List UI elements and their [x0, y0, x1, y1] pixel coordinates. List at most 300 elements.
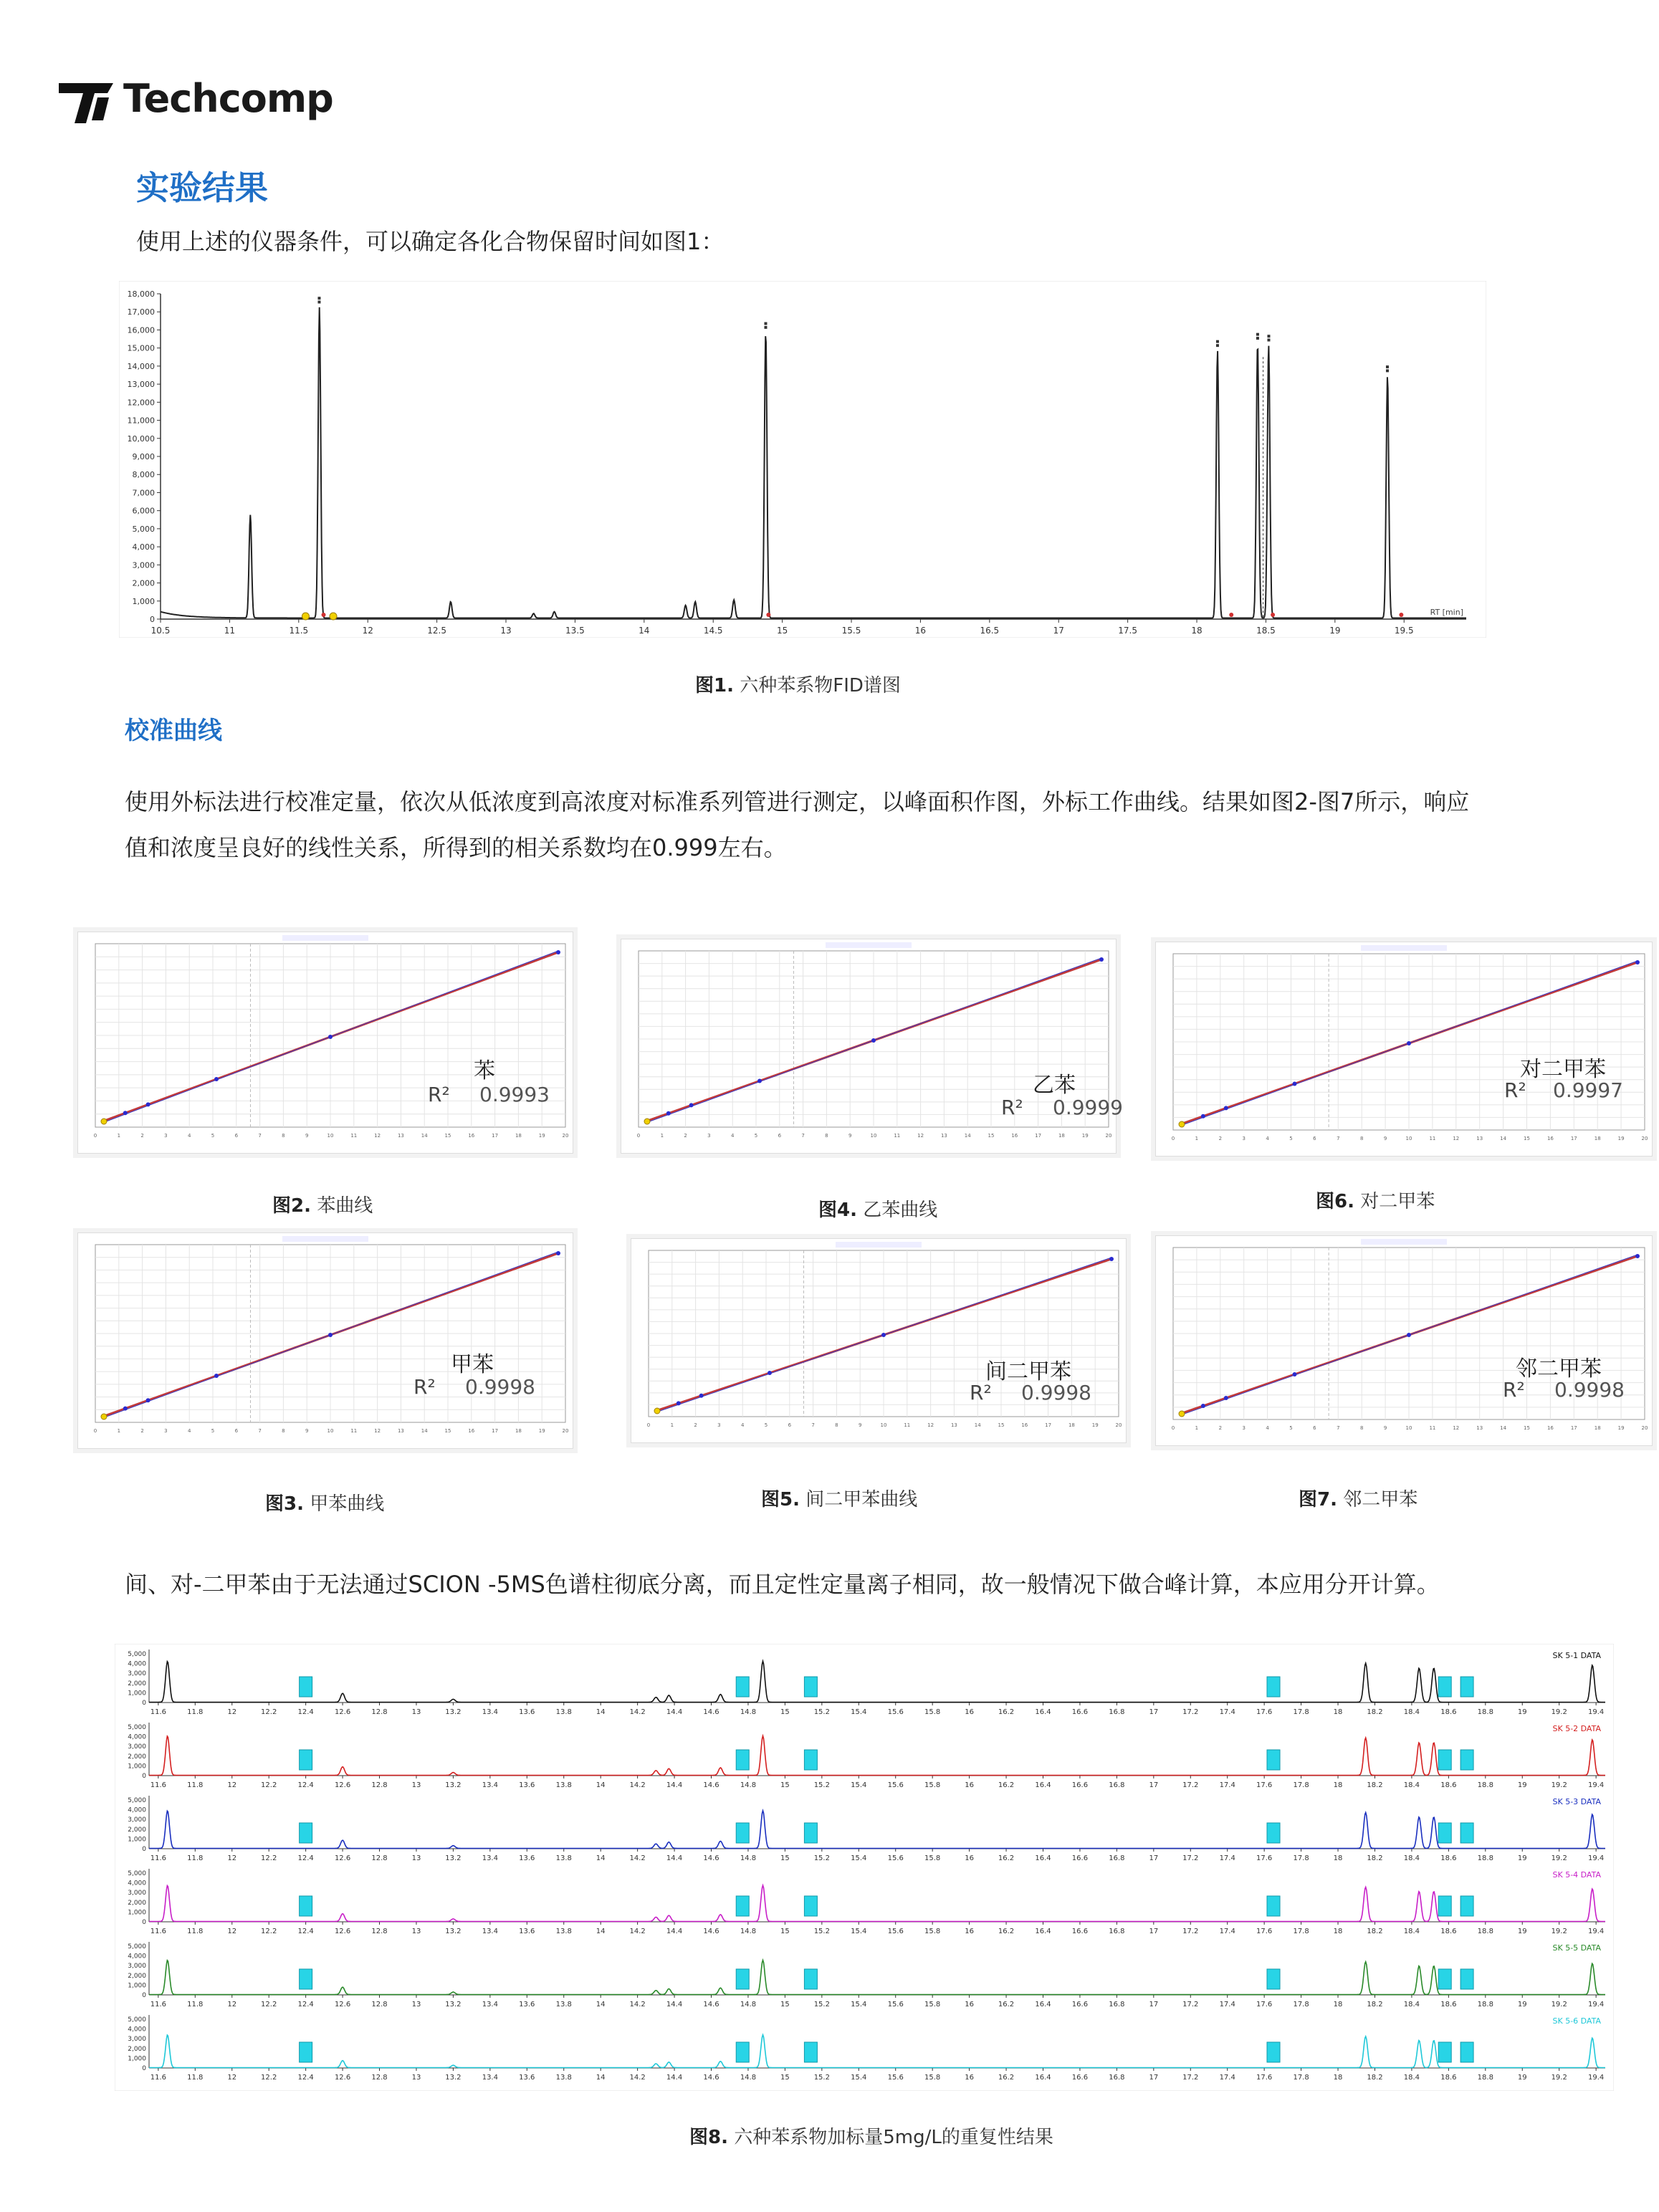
x-tick-label: 12 — [227, 2001, 237, 2008]
caption-text: 邻二甲苯 — [1337, 1489, 1418, 1510]
x-tick-label: 11.6 — [150, 1781, 166, 1789]
y-tick-label: 2,000 — [128, 1753, 146, 1761]
y-tick-label: 4,000 — [128, 1953, 146, 1960]
x-tick-label: 19 — [1517, 2074, 1527, 2082]
svg-text:13: 13 — [950, 1422, 957, 1428]
curve-caption — [761, 1485, 917, 1511]
svg-text:11: 11 — [904, 1422, 911, 1428]
y-tick-label: 0 — [142, 1919, 146, 1926]
x-tick-label: 15.4 — [851, 1854, 867, 1862]
svg-text:4: 4 — [740, 1422, 745, 1428]
svg-text:2: 2 — [1218, 1136, 1223, 1141]
x-tick-label: 13 — [411, 1854, 421, 1862]
x-tick-label: 15.4 — [851, 1708, 867, 1716]
svg-text:17: 17 — [492, 1428, 499, 1434]
svg-text:19: 19 — [1617, 1425, 1625, 1431]
svg-text:15: 15 — [988, 1133, 995, 1139]
x-tick-label: 18.8 — [1477, 1708, 1493, 1716]
compound-name: 间二甲苯 — [985, 1359, 1071, 1384]
svg-text:0: 0 — [1171, 1425, 1175, 1431]
x-tick-label: 12.2 — [261, 2074, 277, 2082]
x-tick-label: 13.2 — [445, 2001, 462, 2008]
x-tick-label: 14.8 — [740, 1928, 757, 1935]
intro-text: 使用上述的仪器条件，可以确定各化合物保留时间如图1： — [136, 228, 725, 255]
calibration-title: 校准曲线 — [125, 717, 222, 745]
svg-text:10: 10 — [870, 1133, 877, 1139]
x-axis-label: RT [min] — [1430, 608, 1463, 617]
svg-text:13: 13 — [397, 1428, 404, 1434]
x-tick-label: 16 — [914, 626, 927, 636]
x-tick-label: 13.8 — [555, 1854, 572, 1862]
x-tick-label: 18.6 — [1440, 1781, 1457, 1789]
x-tick-label: 14 — [596, 1781, 606, 1789]
y-tick-label: 5,000 — [128, 1724, 146, 1731]
svg-text:18: 18 — [1594, 1136, 1601, 1141]
x-tick-label: 17.4 — [1219, 1708, 1235, 1716]
svg-text:0: 0 — [93, 1428, 97, 1434]
svg-text:0: 0 — [93, 1133, 97, 1139]
x-tick-label: 14.8 — [740, 2001, 757, 2008]
x-tick-label: 12 — [227, 1708, 237, 1716]
x-tick-label: 17.5 — [1118, 626, 1137, 636]
x-tick-label: 19.2 — [1551, 1854, 1567, 1862]
x-tick-label: 15.8 — [924, 1854, 941, 1862]
x-tick-label: 14.2 — [629, 1928, 646, 1935]
x-tick-label: 15 — [780, 1781, 790, 1789]
svg-text:3: 3 — [707, 1133, 711, 1139]
x-tick-label: 13.6 — [519, 1708, 535, 1716]
x-tick-label: 11.8 — [187, 2074, 204, 2082]
svg-text:2: 2 — [140, 1428, 144, 1434]
x-tick-label: 16.6 — [1071, 1708, 1089, 1716]
x-tick-label: 18.2 — [1367, 2001, 1383, 2008]
x-tick-label: 16 — [965, 1708, 974, 1716]
svg-text:6: 6 — [234, 1133, 239, 1139]
x-tick-label: 12 — [227, 1928, 237, 1935]
x-tick-label: 17.4 — [1219, 1854, 1235, 1862]
svg-text:▪▪: ▪▪ — [1213, 339, 1220, 348]
x-tick-label: 13.4 — [482, 2074, 498, 2082]
x-tick-label: 15.6 — [887, 1781, 904, 1789]
x-tick-label: 19.4 — [1588, 2001, 1605, 2008]
x-tick-label: 17 — [1053, 626, 1064, 636]
x-tick-label: 17.8 — [1293, 1928, 1309, 1935]
x-tick-label: 13.8 — [555, 1781, 572, 1789]
calibration-paragraph-line1: 使用外标法进行校准定量，依次从低浓度到高浓度对标准系列管进行测定，以峰面积作图，外标工作曲线。结果如图2-图7所示，响应 — [125, 788, 1470, 815]
svg-text:13: 13 — [1476, 1136, 1483, 1141]
x-tick-label: 13.2 — [445, 1781, 462, 1789]
curve-caption — [818, 1195, 937, 1222]
r2-value: 0.9998 — [465, 1375, 535, 1399]
svg-text:19: 19 — [538, 1133, 545, 1139]
x-tick-label: 12 — [227, 1854, 237, 1862]
x-tick-label: 14 — [596, 1928, 606, 1935]
svg-text:18: 18 — [1594, 1425, 1601, 1431]
calibration-curve-panel — [77, 1232, 573, 1449]
caption-number: 图3. — [265, 1493, 304, 1515]
x-tick-label: 12.8 — [371, 2001, 388, 2008]
x-tick-label: 11.8 — [187, 1854, 204, 1862]
x-tick-label: 16.2 — [998, 1928, 1015, 1935]
x-tick-label: 19 — [1517, 1854, 1527, 1862]
svg-text:7: 7 — [801, 1133, 805, 1139]
svg-text:20: 20 — [1115, 1422, 1122, 1428]
x-tick-label: 12.2 — [261, 1854, 277, 1862]
r2-label: R² — [1504, 1078, 1526, 1102]
trace-label: SK 5-4 DATA — [1552, 1870, 1601, 1880]
svg-text:12: 12 — [1453, 1425, 1460, 1431]
x-tick-label: 16.4 — [1035, 2001, 1051, 2008]
x-tick-label: 16.6 — [1071, 1854, 1089, 1862]
svg-text:18: 18 — [1068, 1422, 1075, 1428]
y-tick-label: 5,000 — [132, 524, 155, 534]
x-tick-label: 14 — [639, 626, 650, 636]
x-tick-label: 19 — [1517, 1781, 1527, 1789]
calibration-curve-panel — [621, 939, 1123, 1154]
svg-text:6: 6 — [788, 1422, 792, 1428]
svg-text:10: 10 — [327, 1133, 334, 1139]
y-tick-label: 0 — [142, 2065, 146, 2072]
x-tick-label: 16.6 — [1071, 1928, 1089, 1935]
x-tick-label: 13.6 — [519, 1781, 535, 1789]
compound-name: 乙苯 — [1033, 1073, 1076, 1098]
x-tick-label: 10.5 — [150, 626, 171, 636]
x-tick-label: 13.4 — [482, 1781, 498, 1789]
x-tick-label: 13 — [411, 1708, 421, 1716]
x-tick-label: 13.6 — [519, 2001, 535, 2008]
x-tick-label: 13.8 — [555, 1928, 572, 1935]
x-tick-label: 18 — [1333, 2074, 1343, 2082]
caption-text: 对二甲苯 — [1354, 1191, 1435, 1212]
x-tick-label: 17.6 — [1256, 1781, 1273, 1789]
y-tick-label: 3,000 — [132, 560, 155, 570]
x-tick-label: 17.4 — [1219, 1781, 1235, 1789]
x-tick-label: 11.6 — [150, 2001, 166, 2008]
x-tick-label: 12.8 — [371, 1854, 388, 1862]
curve-caption — [1316, 1187, 1435, 1213]
x-tick-label: 12.4 — [297, 2001, 314, 2008]
x-tick-label: 16.5 — [980, 626, 1000, 636]
y-tick-label: 5,000 — [128, 1797, 146, 1804]
x-tick-label: 12.4 — [297, 1781, 314, 1789]
y-tick-label: 15,000 — [127, 343, 155, 353]
y-tick-label: 5,000 — [128, 1943, 146, 1950]
x-tick-label: 12.8 — [371, 2074, 388, 2082]
y-tick-label: 1,000 — [128, 1909, 146, 1917]
svg-text:7: 7 — [1337, 1425, 1340, 1431]
x-tick-label: 13.4 — [482, 1928, 498, 1935]
svg-text:8: 8 — [282, 1133, 285, 1139]
y-tick-label: 3,000 — [128, 1743, 146, 1751]
x-tick-label: 15.2 — [813, 2001, 830, 2008]
x-tick-label: 15.6 — [887, 2074, 904, 2082]
y-tick-label: 8,000 — [132, 470, 155, 480]
x-tick-label: 15 — [780, 2001, 790, 2008]
x-tick-label: 14.2 — [629, 2001, 646, 2008]
x-tick-label: 14 — [596, 1708, 606, 1716]
x-tick-label: 17.4 — [1219, 2001, 1235, 2008]
y-tick-label: 0 — [142, 1992, 146, 1999]
svg-text:13: 13 — [1476, 1425, 1483, 1431]
y-tick-label: 4,000 — [128, 1806, 146, 1814]
x-tick-label: 16.8 — [1109, 1781, 1125, 1789]
x-tick-label: 16 — [965, 2074, 974, 2082]
x-tick-label: 13.8 — [555, 2001, 572, 2008]
brand-name: Techcomp — [123, 76, 333, 121]
x-tick-label: 14.4 — [666, 1928, 683, 1935]
x-tick-label: 11.6 — [150, 1708, 166, 1716]
x-tick-label: 18 — [1333, 2001, 1343, 2008]
x-tick-label: 12.6 — [334, 2074, 351, 2082]
x-tick-label: 15.4 — [851, 2074, 867, 2082]
svg-text:0: 0 — [646, 1422, 651, 1428]
x-tick-label: 14.4 — [666, 1854, 683, 1862]
x-tick-label: 18 — [1333, 1928, 1343, 1935]
x-tick-label: 16 — [965, 1928, 974, 1935]
x-tick-label: 19.4 — [1588, 2074, 1605, 2082]
calibration-plot — [631, 1239, 1126, 1442]
x-tick-label: 12 — [227, 1781, 237, 1789]
x-tick-label: 13.8 — [555, 2074, 572, 2082]
y-tick-label: 3,000 — [128, 1670, 146, 1678]
svg-text:20: 20 — [1641, 1136, 1648, 1141]
x-tick-label: 15.8 — [924, 2074, 941, 2082]
x-tick-label: 17 — [1149, 1928, 1159, 1935]
x-tick-label: 13.2 — [445, 1708, 462, 1716]
svg-text:8: 8 — [282, 1428, 285, 1434]
svg-text:3: 3 — [164, 1428, 168, 1434]
x-tick-label: 18.4 — [1403, 1854, 1420, 1862]
y-tick-label: 16,000 — [127, 325, 155, 335]
x-tick-label: 16.2 — [998, 2074, 1015, 2082]
y-tick-label: 1,000 — [132, 596, 155, 606]
x-tick-label: 16.8 — [1109, 1928, 1125, 1935]
y-tick-label: 14,000 — [127, 361, 155, 371]
svg-text:9: 9 — [305, 1428, 309, 1434]
y-tick-label: 0 — [142, 1846, 146, 1853]
x-tick-label: 12.6 — [334, 1781, 351, 1789]
trace-label: SK 5-5 DATA — [1552, 1943, 1601, 1953]
svg-text:12: 12 — [927, 1422, 934, 1428]
r2-label: R² — [428, 1083, 450, 1106]
x-tick-label: 17.6 — [1256, 2001, 1273, 2008]
x-tick-label: 14.4 — [666, 1781, 683, 1789]
calibration-plot — [1156, 1236, 1652, 1445]
svg-text:5: 5 — [211, 1428, 215, 1434]
x-tick-label: 18 — [1333, 1781, 1343, 1789]
x-tick-label: 17.2 — [1182, 1708, 1199, 1716]
svg-text:14: 14 — [1500, 1425, 1507, 1431]
svg-text:1: 1 — [1195, 1136, 1199, 1141]
x-tick-label: 12.6 — [334, 1708, 351, 1716]
calibration-paragraph-line2: 值和浓度呈良好的线性关系，所得到的相关系数均在0.999左右。 — [125, 834, 787, 861]
svg-text:3: 3 — [1242, 1425, 1246, 1431]
x-tick-label: 16 — [965, 2001, 974, 2008]
x-tick-label: 17 — [1149, 2001, 1159, 2008]
x-tick-label: 16.4 — [1035, 1928, 1051, 1935]
x-tick-label: 15.5 — [841, 626, 861, 636]
calibration-curve-panel — [77, 932, 573, 1154]
x-tick-label: 15.8 — [924, 1928, 941, 1935]
calibration-plot — [78, 1233, 573, 1448]
y-tick-label: 2,000 — [128, 2045, 146, 2053]
y-tick-label: 10,000 — [127, 434, 155, 444]
x-tick-label: 17.8 — [1293, 1708, 1309, 1716]
y-tick-label: 5,000 — [128, 1651, 146, 1658]
svg-text:14: 14 — [1500, 1136, 1507, 1141]
x-tick-label: 16.8 — [1109, 1708, 1125, 1716]
svg-text:0: 0 — [636, 1133, 641, 1139]
x-tick-label: 15 — [780, 2074, 790, 2082]
y-tick-label: 4,000 — [128, 2026, 146, 2034]
caption-number: 图6. — [1316, 1191, 1354, 1212]
svg-text:6: 6 — [234, 1428, 239, 1434]
x-tick-label: 15.6 — [887, 2001, 904, 2008]
x-tick-label: 17.2 — [1182, 1781, 1199, 1789]
r2-value: 0.9993 — [479, 1083, 550, 1106]
r2-value: 0.9998 — [1554, 1378, 1625, 1402]
y-tick-label: 0 — [142, 1700, 146, 1707]
y-tick-label: 3,000 — [128, 1963, 146, 1971]
x-tick-label: 13.2 — [445, 1928, 462, 1935]
svg-text:3: 3 — [717, 1422, 721, 1428]
svg-text:6: 6 — [778, 1133, 782, 1139]
x-tick-label: 14.5 — [703, 626, 723, 636]
svg-text:4: 4 — [187, 1428, 191, 1434]
caption-text: 苯曲线 — [310, 1195, 373, 1217]
y-tick-label: 1,000 — [128, 1763, 146, 1771]
x-tick-label: 18.6 — [1440, 2074, 1457, 2082]
x-tick-label: 13.6 — [519, 2074, 535, 2082]
svg-text:10: 10 — [1405, 1136, 1412, 1141]
curve-caption — [1299, 1485, 1417, 1511]
svg-text:1: 1 — [117, 1133, 121, 1139]
x-tick-label: 18.6 — [1440, 1854, 1457, 1862]
x-tick-label: 16.2 — [998, 1854, 1015, 1862]
compound-name: 邻二甲苯 — [1516, 1356, 1602, 1382]
svg-text:8: 8 — [1359, 1425, 1364, 1431]
y-tick-label: 0 — [150, 615, 155, 624]
x-tick-label: 19.2 — [1551, 2001, 1567, 2008]
y-tick-label: 1,000 — [128, 2055, 146, 2063]
x-tick-label: 13 — [411, 1781, 421, 1789]
x-tick-label: 14.8 — [740, 2074, 757, 2082]
svg-text:10: 10 — [1405, 1425, 1412, 1431]
x-tick-label: 15.8 — [924, 2001, 941, 2008]
svg-text:4: 4 — [187, 1133, 191, 1139]
x-tick-label: 12.6 — [334, 1854, 351, 1862]
r2-value: 0.9999 — [1053, 1096, 1123, 1119]
svg-text:20: 20 — [562, 1133, 569, 1139]
x-tick-label: 17.6 — [1256, 2074, 1273, 2082]
svg-text:5: 5 — [1289, 1136, 1293, 1141]
svg-text:20: 20 — [1105, 1133, 1112, 1139]
x-tick-label: 18.2 — [1367, 1928, 1383, 1935]
svg-text:15: 15 — [998, 1422, 1005, 1428]
x-tick-label: 18.4 — [1403, 2074, 1420, 2082]
x-tick-label: 16.4 — [1035, 1708, 1051, 1716]
figure8-caption: 图8. 六种苯系物加标量5mg/L的重复性结果 — [689, 2127, 1053, 2148]
calibration-plot — [1156, 942, 1652, 1156]
x-tick-label: 19.2 — [1551, 1708, 1567, 1716]
y-tick-label: 4,000 — [128, 1733, 146, 1741]
x-tick-label: 14.2 — [629, 1708, 646, 1716]
caption-text: 间二甲苯曲线 — [799, 1489, 918, 1510]
x-tick-label: 14 — [596, 1854, 606, 1862]
svg-text:9: 9 — [848, 1133, 852, 1139]
svg-text:5: 5 — [754, 1133, 758, 1139]
x-tick-label: 11.8 — [187, 2001, 204, 2008]
y-tick-label: 5,000 — [128, 1870, 146, 1877]
x-tick-label: 18.5 — [1256, 626, 1276, 636]
x-tick-label: 15.8 — [924, 1781, 941, 1789]
svg-text:15: 15 — [1524, 1136, 1530, 1141]
x-tick-label: 12.2 — [261, 1781, 277, 1789]
svg-text:2: 2 — [684, 1133, 687, 1139]
svg-text:3: 3 — [164, 1133, 168, 1139]
x-tick-label: 18.4 — [1403, 1928, 1420, 1935]
section-title: 实验结果 — [136, 168, 268, 207]
x-tick-label: 13.2 — [445, 1854, 462, 1862]
y-tick-label: 5,000 — [128, 2016, 146, 2024]
svg-text:17: 17 — [1570, 1136, 1577, 1141]
y-tick-label: 2,000 — [128, 1972, 146, 1980]
x-tick-label: 19.4 — [1588, 1854, 1605, 1862]
x-tick-label: 14.8 — [740, 1854, 757, 1862]
y-tick-label: 4,000 — [128, 1880, 146, 1887]
x-tick-label: 17 — [1149, 1781, 1159, 1789]
svg-text:9: 9 — [858, 1422, 862, 1428]
svg-text:16: 16 — [1011, 1133, 1018, 1139]
svg-text:▪▪: ▪▪ — [315, 296, 322, 305]
x-tick-label: 12 — [227, 2074, 237, 2082]
x-tick-label: 15.2 — [813, 1781, 830, 1789]
x-tick-label: 16.2 — [998, 1781, 1015, 1789]
svg-text:2: 2 — [694, 1422, 697, 1428]
svg-text:16: 16 — [1546, 1425, 1554, 1431]
y-tick-label: 2,000 — [128, 1899, 146, 1907]
x-tick-label: 14 — [596, 2074, 606, 2082]
svg-text:9: 9 — [1383, 1425, 1387, 1431]
x-tick-label: 13.4 — [482, 1708, 498, 1716]
y-tick-label: 9,000 — [132, 452, 155, 461]
x-tick-label: 13.8 — [555, 1708, 572, 1716]
x-tick-label: 11.6 — [150, 2074, 166, 2082]
y-tick-label: 11,000 — [127, 416, 155, 426]
x-tick-label: 14.8 — [740, 1708, 757, 1716]
svg-text:4: 4 — [730, 1133, 735, 1139]
x-tick-label: 15 — [776, 626, 788, 636]
x-tick-label: 14.4 — [666, 2074, 683, 2082]
svg-text:17: 17 — [492, 1133, 499, 1139]
r2-label: R² — [413, 1375, 436, 1399]
y-tick-label: 17,000 — [127, 307, 155, 317]
x-tick-label: 18.4 — [1403, 1781, 1420, 1789]
r2-label: R² — [970, 1381, 992, 1404]
x-tick-label: 15.2 — [813, 1708, 830, 1716]
calibration-plot — [621, 939, 1116, 1153]
x-tick-label: 15.6 — [887, 1928, 904, 1935]
y-tick-label: 2,000 — [128, 1680, 146, 1687]
x-tick-label: 14.6 — [703, 2074, 719, 2082]
svg-text:9: 9 — [1383, 1136, 1387, 1141]
x-tick-label: 18.4 — [1403, 1708, 1420, 1716]
svg-text:20: 20 — [1641, 1425, 1648, 1431]
svg-text:13: 13 — [940, 1133, 947, 1139]
svg-text:8: 8 — [1359, 1136, 1364, 1141]
svg-text:16: 16 — [1021, 1422, 1028, 1428]
svg-text:8: 8 — [825, 1133, 828, 1139]
